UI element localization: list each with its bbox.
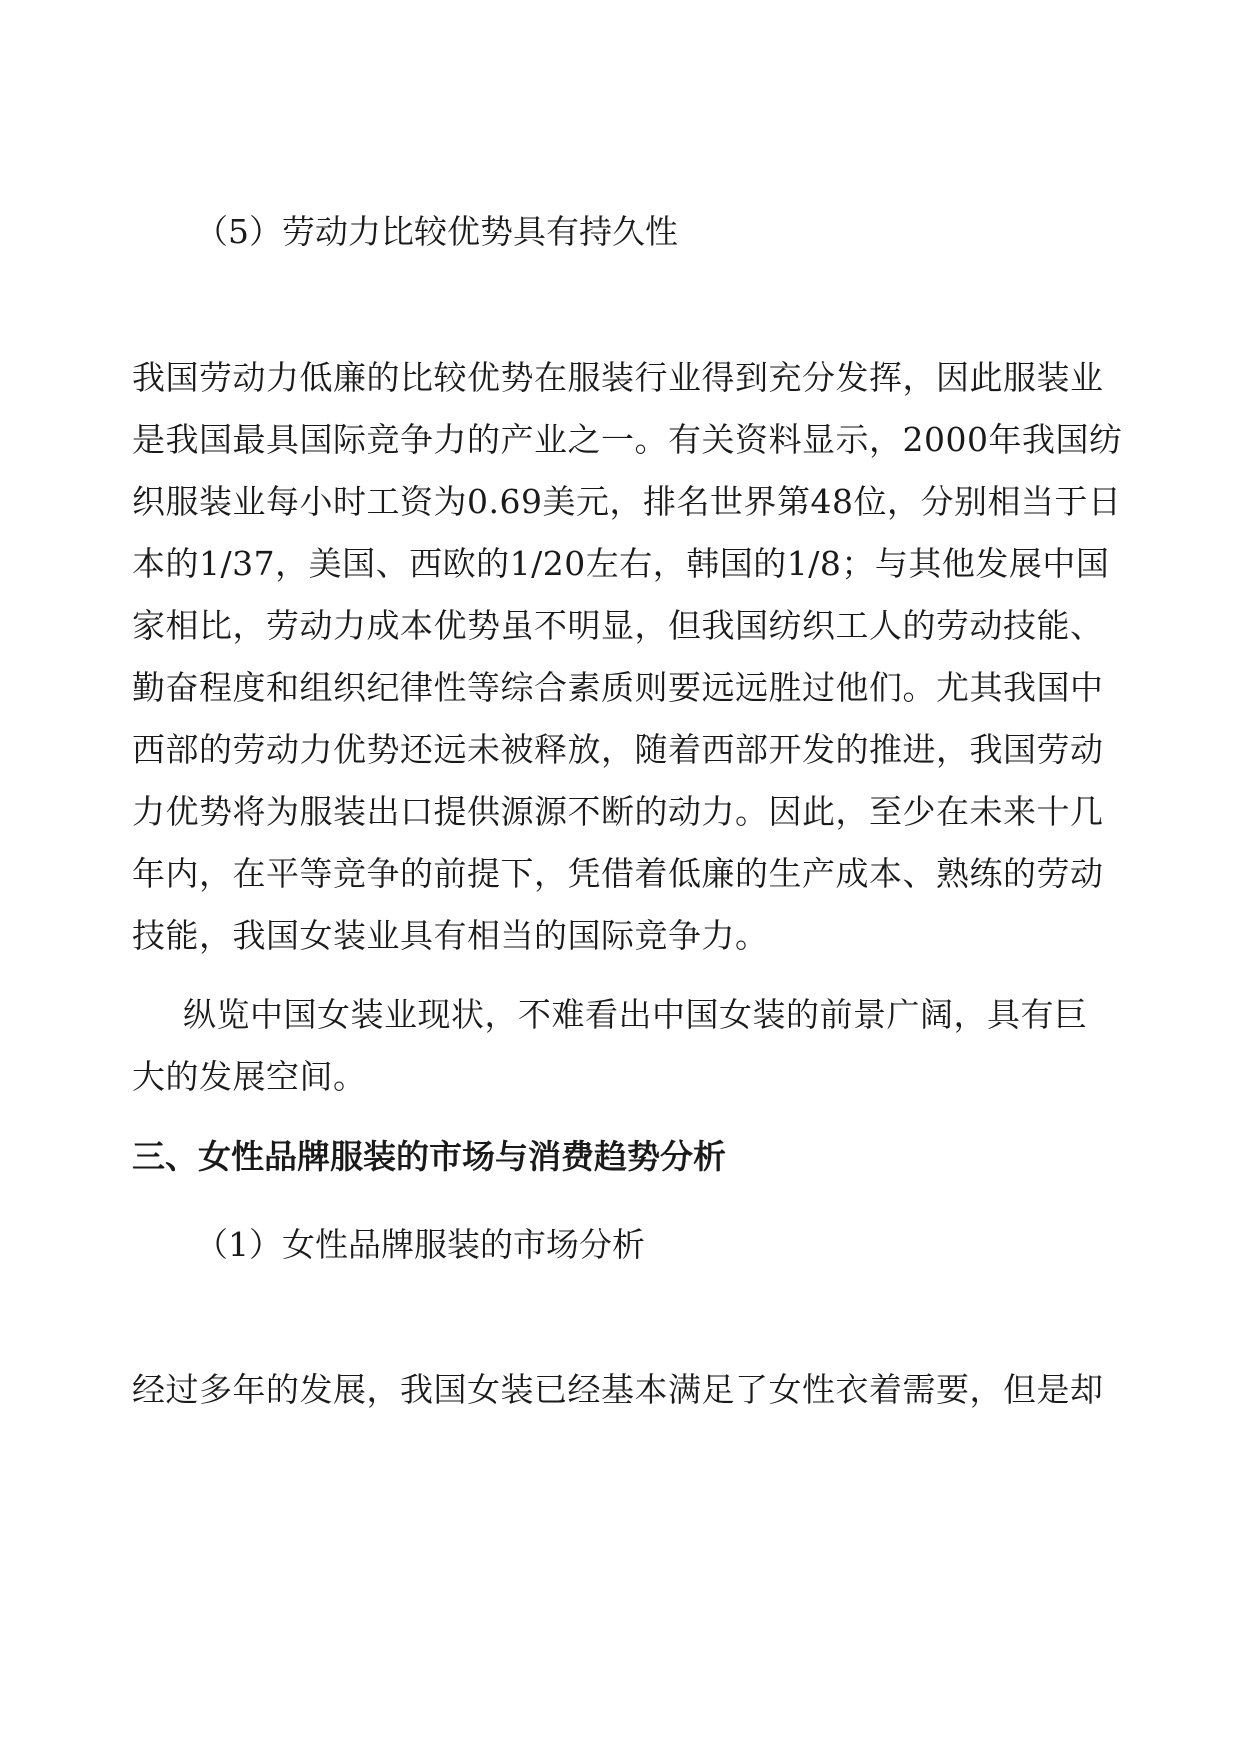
summary-line: 大的发展空间。: [132, 1057, 367, 1096]
paragraph-line: 是我国最具国际竞争力的产业之一。有关资料显示，2000年我国纺: [132, 420, 1123, 459]
paragraph-line: 我国劳动力低廉的比较优势在服装行业得到充分发挥，因此服装业: [132, 358, 1104, 397]
paragraph-line: 勤奋程度和组织纪律性等综合素质则要远远胜过他们。尤其我国中: [132, 668, 1104, 707]
paragraph-line: 家相比，劳动力成本优势虽不明显，但我国纺织工人的劳动技能、: [132, 606, 1104, 645]
paragraph-line: 技能，我国女装业具有相当的国际竞争力。: [132, 916, 769, 955]
paragraph-line: 力优势将为服装出口提供源源不断的动力。因此，至少在未来十几: [132, 792, 1104, 831]
paragraph-line: 西部的劳动力优势还远未被释放，随着西部开发的推进，我国劳动: [132, 730, 1104, 769]
subheading-labor-advantage: （5）劳动力比较优势具有持久性: [195, 212, 678, 251]
paragraph-line: 经过多年的发展，我国女装已经基本满足了女性衣着需要，但是却: [132, 1370, 1104, 1409]
summary-line: 纵览中国女装业现状，不难看出中国女装的前景广阔，具有巨: [183, 995, 1088, 1034]
paragraph-line: 织服装业每小时工资为0.69美元，排名世界第48位，分别相当于日: [132, 482, 1122, 521]
section-heading-market-analysis: 三、女性品牌服装的市场与消费趋势分析: [132, 1137, 726, 1176]
paragraph-line: 年内，在平等竞争的前提下，凭借着低廉的生产成本、熟练的劳动: [132, 854, 1104, 893]
subheading-market-analysis: （1）女性品牌服装的市场分析: [195, 1225, 645, 1264]
paragraph-line: 本的1/37，美国、西欧的1/20左右，韩国的1/8；与其他发展中国: [132, 544, 1110, 583]
